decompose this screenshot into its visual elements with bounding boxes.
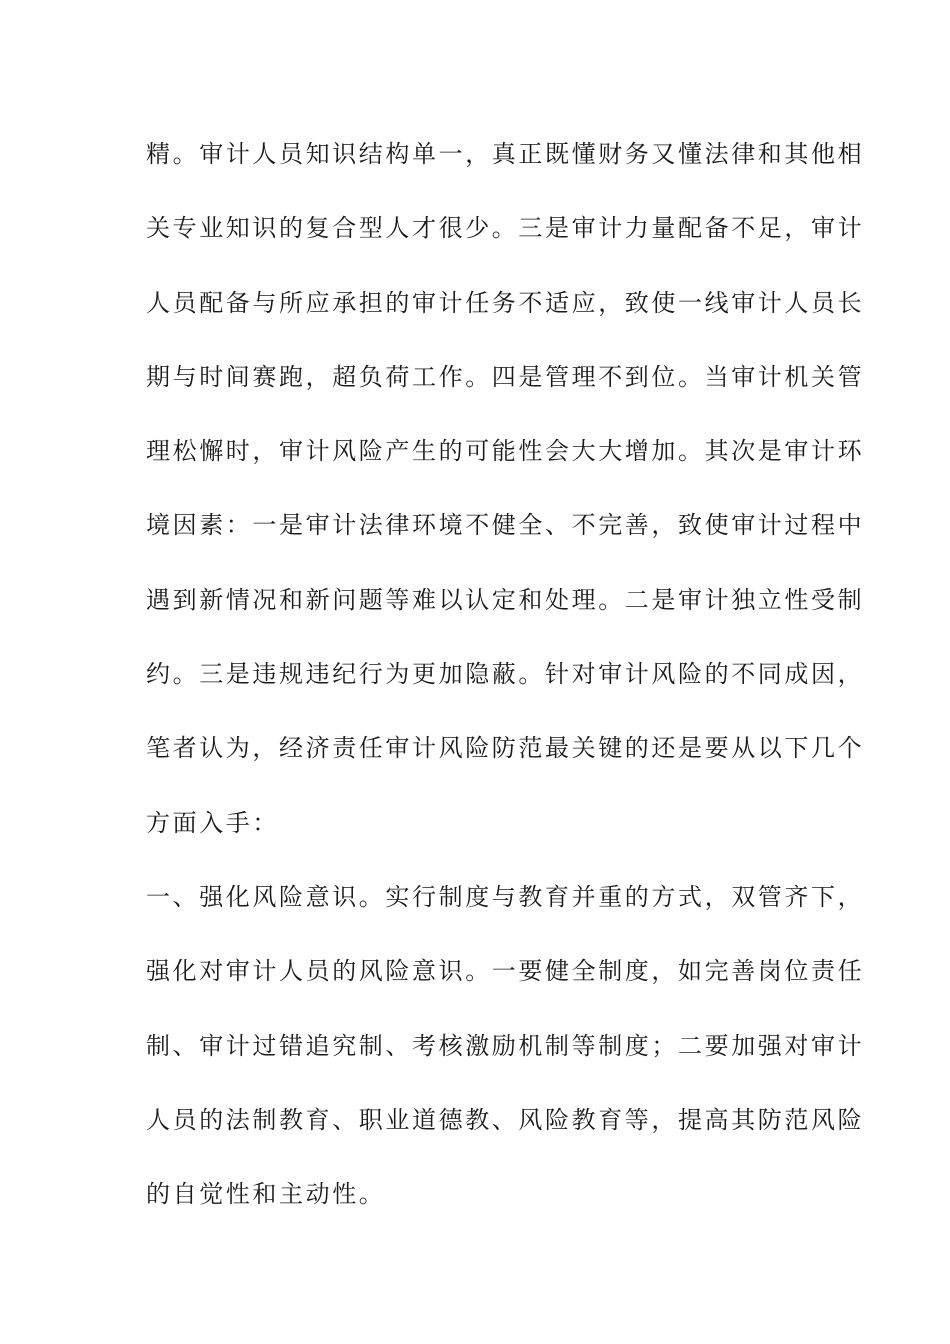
- text-line: 期与时间赛跑，超负荷工作。四是管理不到位。当审计机关管: [146, 362, 865, 391]
- text-line: 理松懈时，审计风险产生的可能性会大大增加。其次是审计环: [146, 437, 865, 466]
- text-line: 境因素：一是审计法律环境不健全、不完善，致使审计过程中: [146, 511, 865, 540]
- body-text: [146, 136, 865, 1250]
- text-line: 人员配备与所应承担的审计任务不适应，致使一线审计人员长: [146, 288, 865, 317]
- text-line: 关专业知识的复合型人才很少。三是审计力量配备不足，审计: [146, 214, 865, 243]
- text-line: 制、审计过错追究制、考核激励机制等制度；二要加强对审计: [146, 1031, 865, 1060]
- text-line: 笔者认为，经济责任审计风险防范最关键的还是要从以下几个: [146, 734, 865, 763]
- text-line: 遇到新情况和新问题等难以认定和处理。二是审计独立性受制: [146, 585, 865, 614]
- text-line: 的自觉性和主动性。: [146, 1180, 386, 1209]
- section-heading-line: 一、强化风险意识。实行制度与教育并重的方式，双管齐下，: [146, 882, 865, 911]
- text-line: 约。三是违规违纪行为更加隐蔽。针对审计风险的不同成因，: [146, 660, 865, 689]
- text-line: 人员的法制教育、职业道德教、风险教育等，提高其防范风险: [146, 1105, 865, 1134]
- text-line: 精。审计人员知识结构单一，真正既懂财务又懂法律和其他相: [146, 140, 865, 168]
- text-line: 强化对审计人员的风险意识。一要健全制度，如完善岗位责任: [146, 957, 865, 986]
- text-line: 方面入手：: [146, 808, 279, 837]
